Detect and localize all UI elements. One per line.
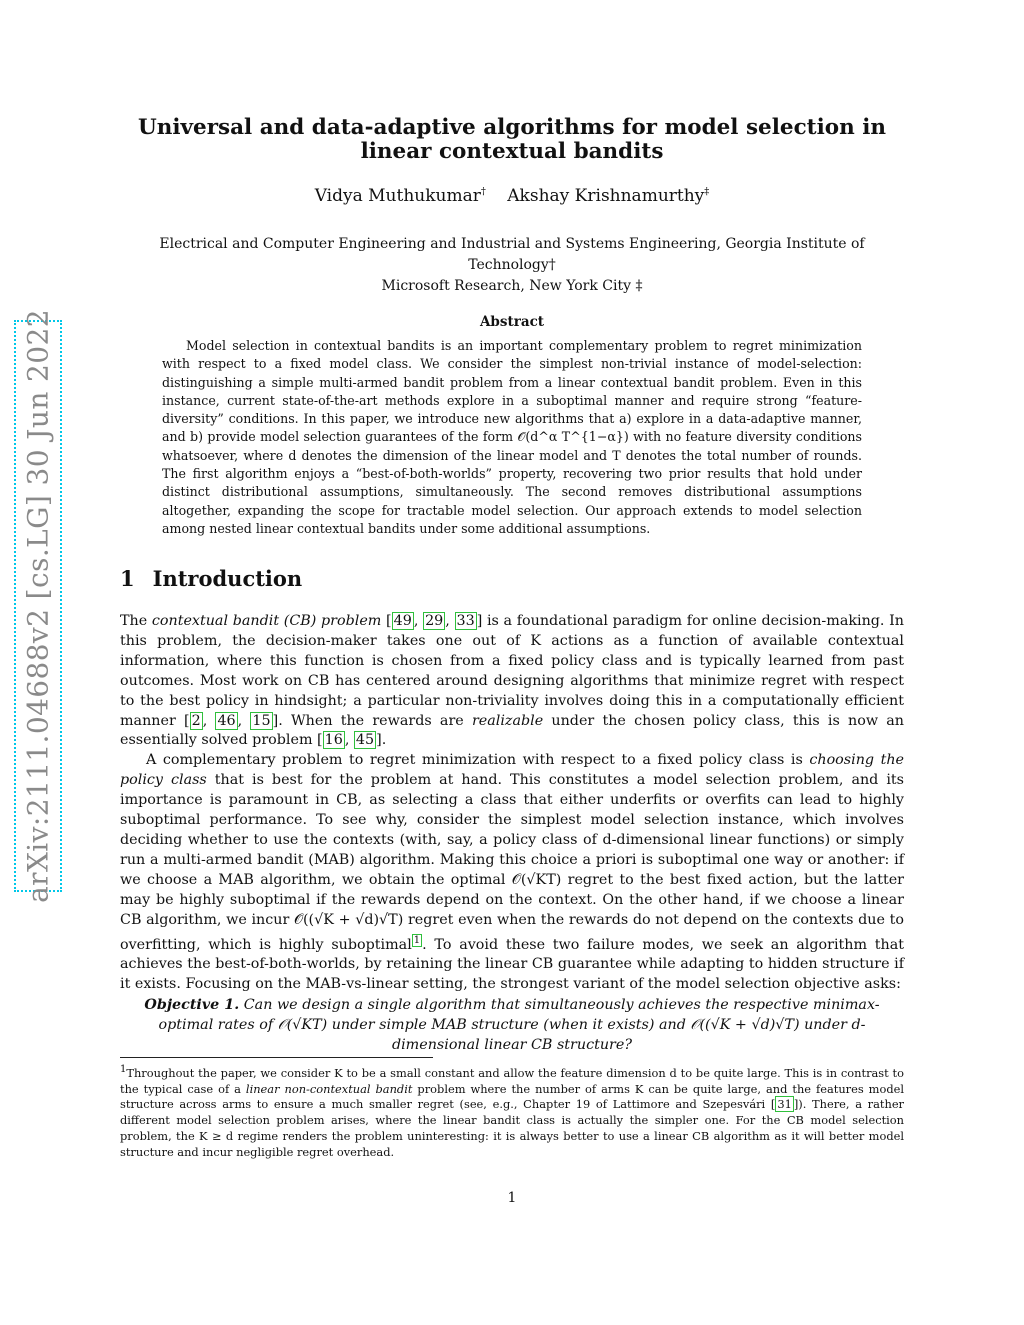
citation-link[interactable]: 15 — [252, 712, 271, 729]
section-heading-introduction — [120, 566, 302, 591]
citation-link[interactable]: 16 — [324, 732, 343, 749]
section-number: 1 — [120, 566, 135, 591]
arxiv-identifier-text: arXiv:2111.04688v2 [cs.LG] 30 Jun 2022 — [21, 309, 55, 903]
abstract-heading: Abstract — [479, 314, 545, 330]
author-2: Akshay Krishnamurthy‡ — [507, 186, 710, 206]
objective-statement — [120, 996, 904, 1056]
objective-text: Can we design a single algorithm that simultaneously achieves the respective minimax-optimal rates of 𝒪(√KT) under simple MAB structure (when it exists) and 𝒪((√K + √d)√T) under d-dimensional linear CB structure? — [158, 997, 880, 1053]
paper-title: Universal and data-adaptive algorithms for model selection in linear contextual bandits — [137, 115, 887, 164]
abstract-text: Model selection in contextual bandits is an important complementary problem to regret minimization with respect to a fixed model class. We consider the simplest non-trivial instance of model-selection: distinguishing a simple multi-armed bandit problem from a linear contextual bandit problem. Even in this instance, current state-of-the-art methods explore in a suboptimal manner and require strong “feature-diversity” conditions. In this paper, we introduce new algorithms that a) explore in a data-adaptive manner, and b) provide model selection guarantees of the form 𝒪(d^α T^{1−α}) with no feature diversity conditions whatsoever, where d denotes the dimension of the linear model and T denotes the total number of rounds. The first algorithm enjoys a “best-of-both-worlds” property, recovering two prior results that hold under distinct distributional assumptions, simultaneously. The second removes distributional assumptions altogether, expanding the scope for tractable model selection. Our approach extends to model selection among nested linear contextual bandits under some additional assumptions. — [162, 338, 862, 536]
page-number: 1 — [507, 1190, 517, 1206]
author-1: Vidya Muthukumar† — [314, 186, 486, 206]
paragraph-2: A complementary problem to regret minimization with respect to a fixed policy class is choosing the policy class that is best for the problem at hand. This constitutes a model selection problem, and its importance is paramount in CB, as selecting a class that either underfits or overfits can lead to highly suboptimal performance. To see why, consider the simplest model selection instance, which involves deciding whether to use the contexts (with, say, a policy class of d-dimensional linear functions) or simply run a multi-armed bandit (MAB) algorithm. Making this choice a priori is suboptimal one way or another: if we choose a MAB algorithm, we obtain the optimal 𝒪(√KT) regret to the best fixed action, but the latter may be highly suboptimal if the rewards depend on the context. On the other hand, if we choose a linear CB algorithm, we incur 𝒪((√K + √d)√T) regret even when the rewards do not depend on the contexts due to overfitting, which is highly suboptimal $^1$ . To avoid these two failure modes, we seek an algorithm that achieves the best-of-both-worlds, by retaining the linear CB guarantee while adapting to hidden structure if it exists. Focusing on the MAB-vs-linear setting, the strongest variant of the model selection objective asks: — [120, 752, 904, 993]
citation-link[interactable]: 2 — [191, 712, 201, 729]
citation-link[interactable]: 33 — [456, 613, 475, 629]
paragraph-1: The contextual bandit (CB) problem [ 49 , 29 , 33 ] is a foundational paradigm for online decision-making. In this problem, the decision-maker takes one out of K actions as a function of available contextual information, where this function is chosen from a fixed policy class and is typically learned from past outcomes. Most work on CB has centered around designing algorithms that minimize regret with respect to the best policy in hindsight; a particular non-triviality involves doing this in a computationally efficient manner [ 2 , 46 , 15 ]. When the rewards are realizable under the chosen policy class, this is now an essentially solved problem [ 16 , 45 ]. — [120, 613, 905, 749]
arxiv-identifier-stamp — [14, 309, 62, 903]
affiliation-1: Electrical and Computer Engineering and Industrial and Systems Engineering, Georgia Institute of Technology† — [159, 236, 865, 273]
author-list — [120, 186, 904, 206]
section-title: Introduction — [152, 566, 303, 591]
footnote-divider — [120, 1057, 433, 1058]
citation-link[interactable]: 46 — [217, 712, 236, 729]
affiliations — [120, 234, 904, 297]
affiliation-2: Microsoft Research, New York City ‡ — [381, 278, 643, 294]
citation-link[interactable]: 45 — [355, 732, 375, 749]
footnote-1: $^1$Throughout the paper, we consider K to be a small constant and allow the feature dimension d to be quite large. This is in contrast to the typical case of a linear non-contextual bandit problem where the number of arms K can be quite large, and the features model structure across arms to ensure a much smaller regret (see, e.g., Chapter 19 of Lattimore and Szepesvári [ 31 ]). There, a rather different model selection problem arises, where the linear bandit class is actually the simpler one. For the CB model selection problem, the K ≥ d regime renders the problem uninteresting: it is always better to use a linear CB algorithm as it will better model structure and incur negligible regret overhead. — [120, 1064, 905, 1159]
introduction-body — [120, 612, 904, 995]
citation-link[interactable]: 31 — [777, 1097, 792, 1112]
citation-link[interactable]: 29 — [425, 613, 444, 629]
footnote-link[interactable]: 1 — [413, 934, 421, 946]
objective-label: Objective 1. — [144, 997, 240, 1013]
citation-link[interactable]: 49 — [393, 613, 412, 629]
